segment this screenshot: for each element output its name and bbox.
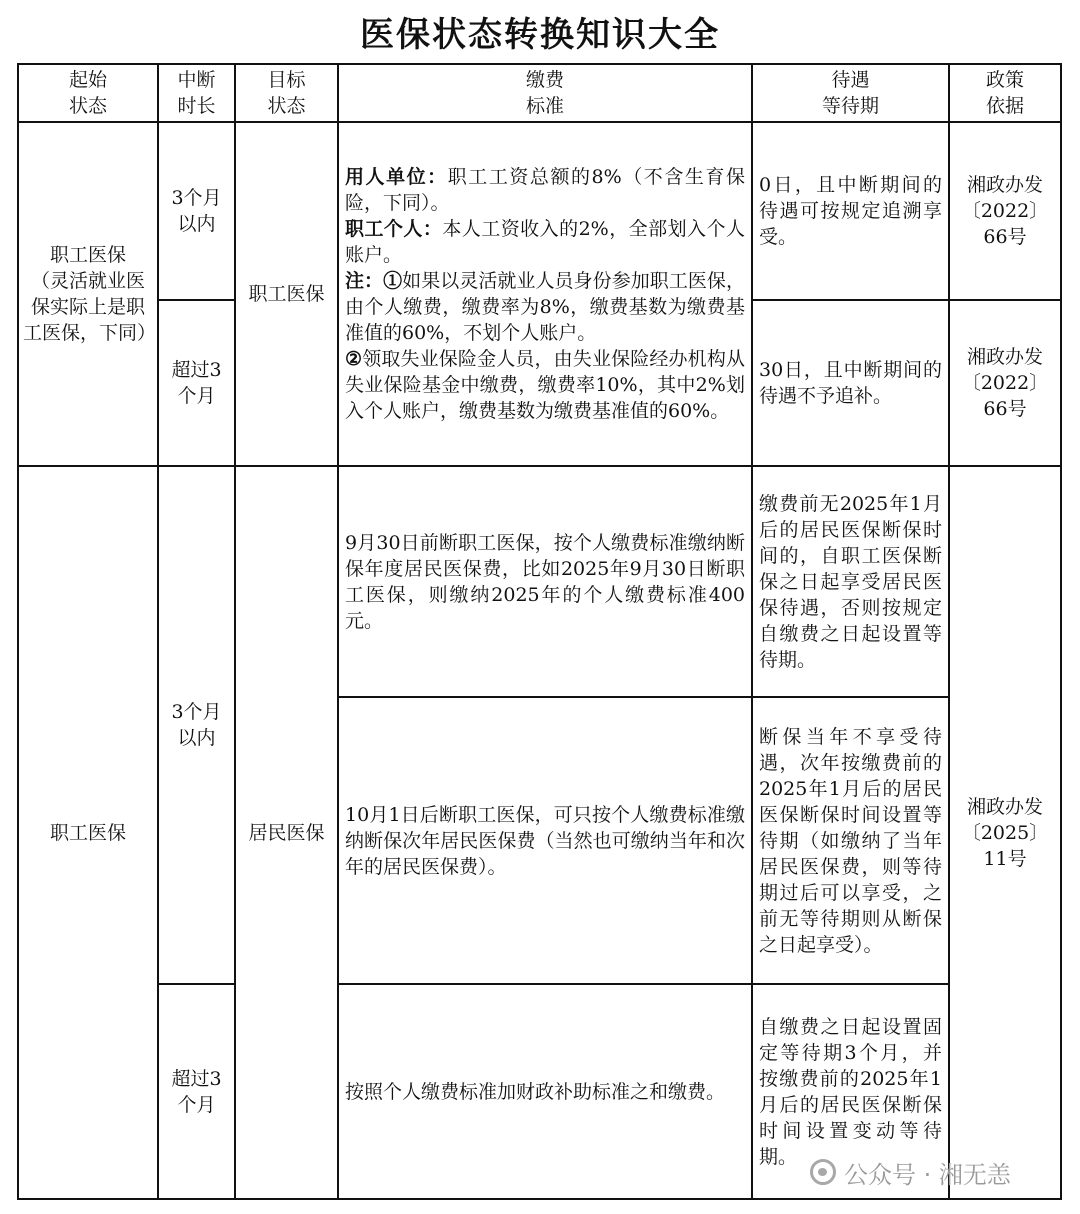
unit-text: 职工工资总额的8%（不含生育保险，下同）。	[345, 166, 745, 214]
r2a2-waiting-period: 断保当年不享受待遇，次年按缴费前的2025年1月后的居民医保断保时间设置等待期（如缴纳了当年居民医保费，则等待期过后可以享受，之前无等待期则从断保之日起享受）。	[752, 697, 949, 984]
person-label: 职工个人：	[345, 218, 443, 240]
r1a-policy: 湘政办发 〔2022〕 66号	[949, 122, 1061, 300]
r2-target-state: 居民医保	[235, 466, 338, 1199]
r2b-fee-standard: 按照个人缴费标准加财政补助标准之和缴费。	[338, 984, 752, 1199]
r2a2-fee-standard: 10月1日后断职工医保，可只按个人缴费标准缴纳断保次年居民医保费（当然也可缴纳当年和次年的居民医保费）。	[338, 697, 752, 984]
r2-start-state: 职工医保	[18, 466, 158, 1199]
header-waiting-period: 待遇 等待期	[752, 64, 949, 122]
r1b-gap: 超过3 个月	[158, 300, 235, 466]
r2-policy: 湘政办发 〔2025〕 11号	[949, 466, 1061, 1199]
header-fee-standard: 缴费 标准	[338, 64, 752, 122]
wechat-official-account-icon	[810, 1159, 836, 1185]
r1b-waiting-period: 30日，且中断期间的待遇不予追补。	[752, 300, 949, 466]
r1a-waiting-period: 0日，且中断期间的待遇可按规定追溯享受。	[752, 122, 949, 300]
watermark-text: 公众号 · 湘无恙	[844, 1160, 1011, 1189]
r1b-policy: 湘政办发 〔2022〕 66号	[949, 300, 1061, 466]
header-start-state: 起始 状态	[18, 64, 158, 122]
note-label: 注：	[345, 270, 384, 292]
unit-label: 用人单位：	[345, 166, 448, 188]
r2a-gap: 3个月 以内	[158, 466, 235, 984]
note1-marker: ①	[383, 270, 403, 292]
note1-text: 如果以灵活就业人员身份参加职工医保，由个人缴费，缴费率为8%，缴费基数为缴费基准值的60%，不划个人账户。	[345, 270, 745, 344]
header-gap: 中断 时长	[158, 64, 235, 122]
note2-text: 领取失业保险金人员，由失业保险经办机构从失业保险基金中缴费，缴费率10%，其中2%划入个人账户，缴费基数为缴费基准值的60%。	[345, 348, 745, 422]
table-header-row	[18, 64, 1061, 122]
watermark	[810, 1152, 1011, 1192]
r1-target-state: 职工医保	[235, 122, 338, 466]
r2a1-waiting-period: 缴费前无2025年1月后的居民医保断保时间的，自职工医保断保之日起享受居民医保待遇，否则按规定自缴费之日起设置等待期。	[752, 466, 949, 697]
r1-fee-standard	[338, 122, 752, 466]
r1a-gap: 3个月 以内	[158, 122, 235, 300]
insurance-transition-table	[17, 63, 1062, 1200]
table-row	[18, 466, 1061, 697]
table-row	[18, 122, 1061, 300]
note2-marker: ②	[345, 348, 363, 370]
header-target-state: 目标 状态	[235, 64, 338, 122]
r1-start-state: 职工医保 （灵活就业医保实际上是职工医保，下同）	[18, 122, 158, 466]
page-title: 医保状态转换知识大全	[360, 15, 720, 55]
person-text: 本人工资收入的2%，全部划入个人账户。	[345, 218, 745, 266]
header-policy: 政策 依据	[949, 64, 1061, 122]
r2b-waiting-period: 自缴费之日起设置固定等待期3个月，并按缴费前的2025年1月后的居民医保断保时间设置变动等待期。	[752, 984, 949, 1199]
r2b-gap: 超过3 个月	[158, 984, 235, 1199]
r2a1-fee-standard: 9月30日前断职工医保，按个人缴费标准缴纳断保年度居民医保费，比如2025年9月30日断职工医保，则缴纳2025年的个人缴费标准400元。	[338, 466, 752, 697]
